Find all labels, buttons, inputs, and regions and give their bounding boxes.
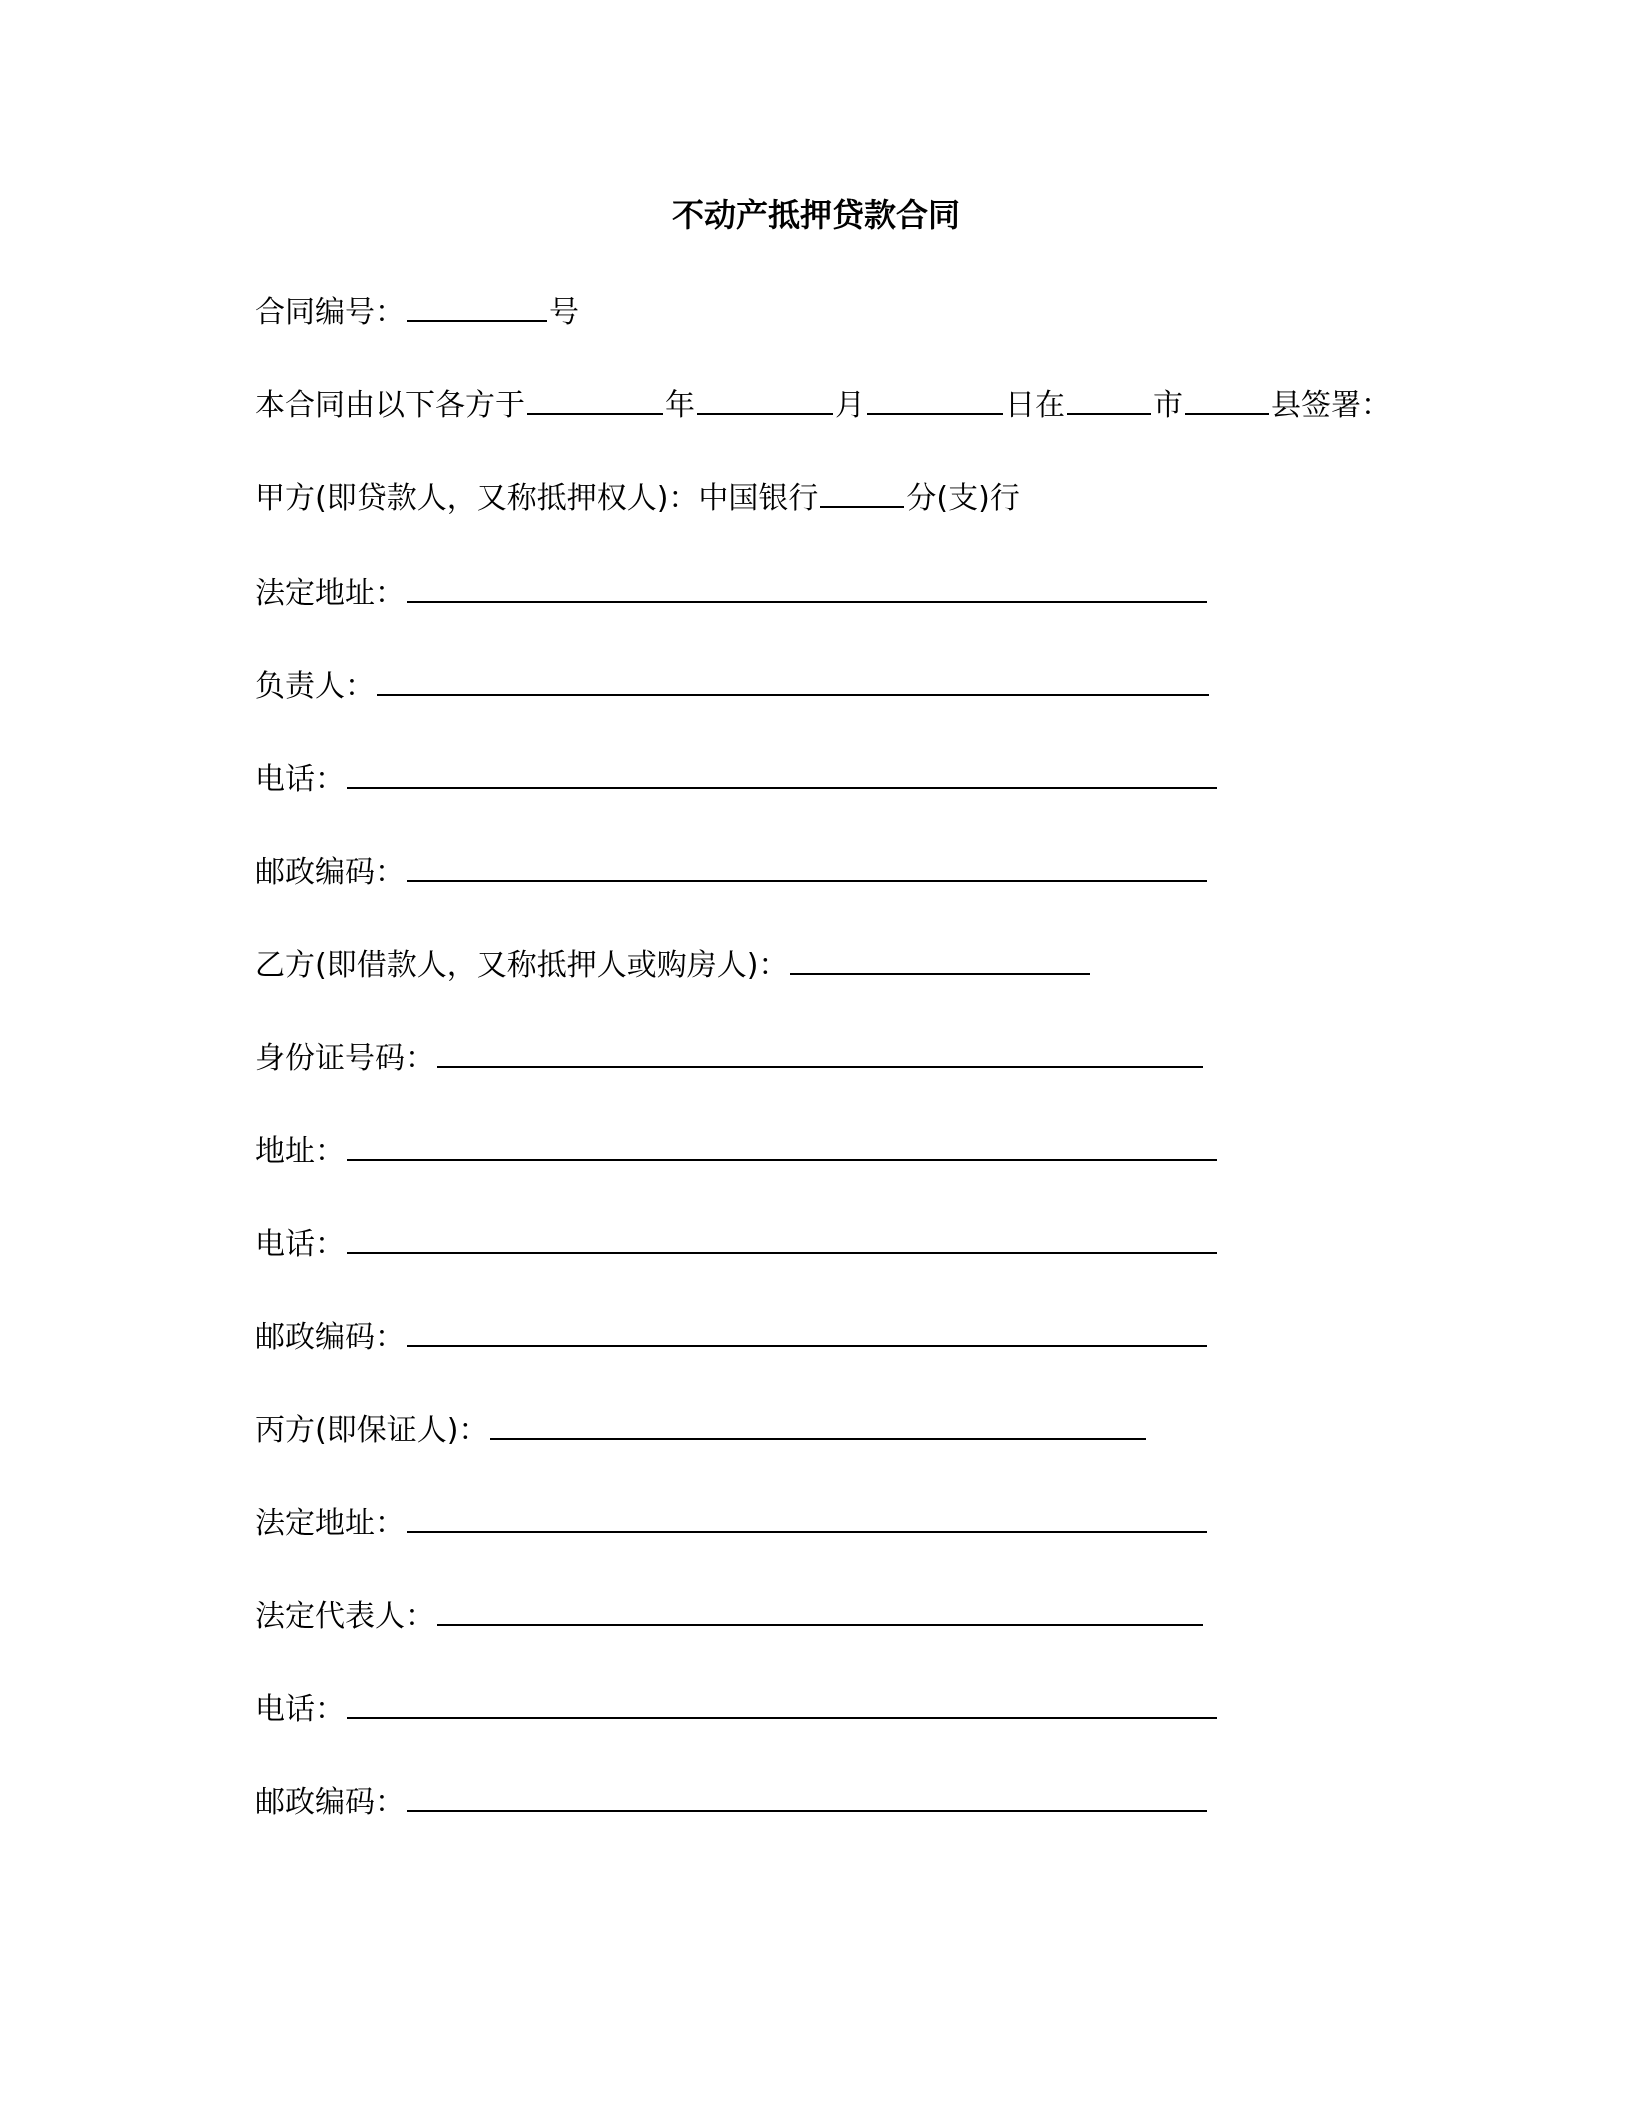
signing-year-field[interactable] — [527, 383, 663, 415]
party-a-suffix: 分(支)行 — [906, 481, 1020, 516]
party-a-postcode-field[interactable] — [407, 850, 1207, 882]
party-a-address-line — [255, 571, 1209, 615]
signing-city-label: 市 — [1153, 388, 1183, 423]
party-a-postcode-line — [255, 850, 1209, 894]
party-a-branch-field[interactable] — [820, 476, 904, 508]
party-a-person-label: 负责人： — [255, 669, 375, 704]
party-a-address-field[interactable] — [407, 571, 1207, 603]
signing-day-label: 日在 — [1005, 388, 1065, 423]
party-a-postcode-label: 邮政编码： — [255, 855, 405, 890]
party-b-postcode-field[interactable] — [407, 1315, 1207, 1347]
party-c-rep-field[interactable] — [437, 1594, 1203, 1626]
signing-city-field[interactable] — [1067, 383, 1151, 415]
party-b-id-line — [255, 1036, 1205, 1080]
party-c-label: 丙方(即保证人)： — [255, 1413, 489, 1448]
signing-prefix: 本合同由以下各方于 — [255, 388, 525, 423]
party-c-postcode-label: 邮政编码： — [255, 1785, 405, 1820]
party-b-postcode-label: 邮政编码： — [255, 1320, 405, 1355]
party-b-phone-field[interactable] — [347, 1222, 1217, 1254]
party-c-address-label: 法定地址： — [255, 1506, 405, 1541]
party-b-postcode-line — [255, 1315, 1209, 1359]
party-c-phone-label: 电话： — [255, 1692, 345, 1727]
page-title: 不动产抵押贷款合同 — [671, 196, 960, 234]
party-b-address-line — [255, 1129, 1219, 1173]
signing-month-field[interactable] — [697, 383, 833, 415]
party-c-postcode-line — [255, 1780, 1209, 1824]
party-b-id-field[interactable] — [437, 1036, 1203, 1068]
party-b-line — [255, 943, 1092, 987]
party-c-line — [255, 1408, 1148, 1452]
signing-day-field[interactable] — [867, 383, 1003, 415]
signing-county-field[interactable] — [1185, 383, 1269, 415]
party-b-name-field[interactable] — [790, 943, 1090, 975]
party-b-phone-line — [255, 1222, 1219, 1266]
party-a-line — [255, 476, 1020, 520]
contract-number-line — [255, 290, 579, 334]
party-b-label: 乙方(即借款人，又称抵押人或购房人)： — [255, 948, 789, 983]
contract-number-suffix: 号 — [549, 295, 579, 330]
signing-county-label: 县签署： — [1271, 388, 1391, 423]
party-a-person-line — [255, 664, 1211, 708]
party-a-address-label: 法定地址： — [255, 576, 405, 611]
party-a-label: 甲方(即贷款人，又称抵押权人)：中国银行 — [255, 481, 819, 516]
party-b-address-label: 地址： — [255, 1134, 345, 1169]
party-c-phone-line — [255, 1687, 1219, 1731]
contract-number-label: 合同编号： — [255, 295, 405, 330]
signing-year-label: 年 — [665, 388, 695, 423]
party-b-id-label: 身份证号码： — [255, 1041, 435, 1076]
party-c-phone-field[interactable] — [347, 1687, 1217, 1719]
party-c-rep-label: 法定代表人： — [255, 1599, 435, 1634]
party-c-name-field[interactable] — [490, 1408, 1146, 1440]
party-c-address-field[interactable] — [407, 1501, 1207, 1533]
signing-month-label: 月 — [835, 388, 865, 423]
party-c-address-line — [255, 1501, 1209, 1545]
contract-number-field[interactable] — [407, 290, 547, 322]
party-b-address-field[interactable] — [347, 1129, 1217, 1161]
signing-line — [255, 383, 1391, 427]
party-c-rep-line — [255, 1594, 1205, 1638]
party-a-phone-line — [255, 757, 1219, 801]
party-a-phone-label: 电话： — [255, 762, 345, 797]
party-b-phone-label: 电话： — [255, 1227, 345, 1262]
party-c-postcode-field[interactable] — [407, 1780, 1207, 1812]
party-a-phone-field[interactable] — [347, 757, 1217, 789]
party-a-person-field[interactable] — [377, 664, 1209, 696]
